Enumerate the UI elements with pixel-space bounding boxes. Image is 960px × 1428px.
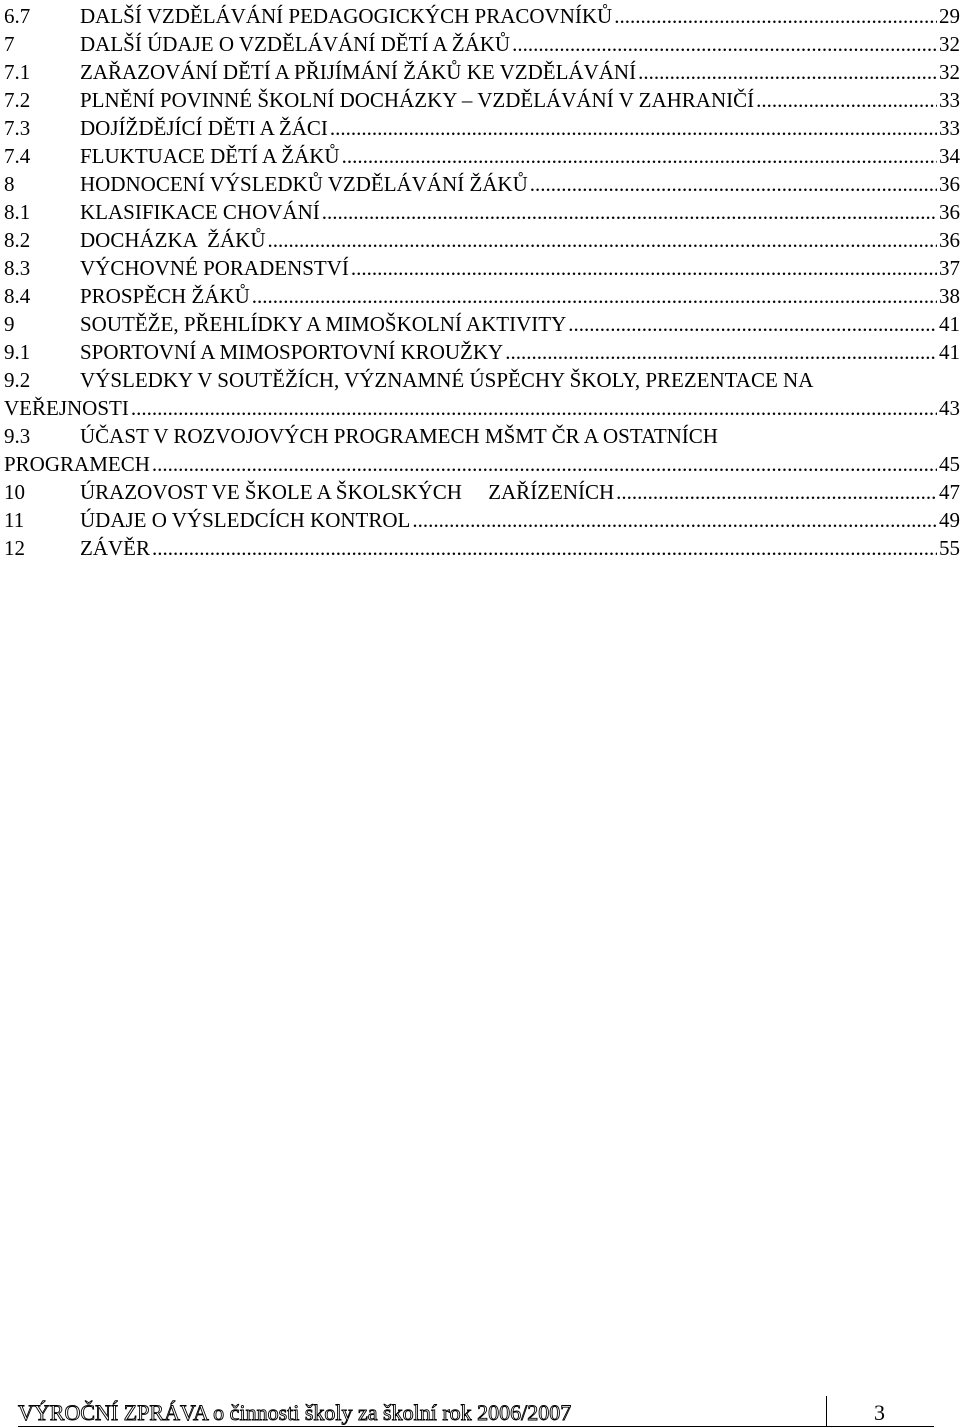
toc-entry-number: 7.2 [4,88,31,112]
dot-leader [351,254,937,282]
toc-entry-number: 9 [4,312,15,336]
toc-entry-page: 32 [939,32,960,56]
toc-entry-number: 8.3 [4,256,31,280]
footer-title: VÝROČNÍ ZPRÁVA o činnosti školy za školní rok 2006/2007 [18,1400,572,1425]
toc-entry[interactable] [4,534,960,562]
toc-entry[interactable] [4,2,960,30]
toc-entry[interactable] [4,282,960,310]
toc-entry[interactable] [4,58,960,86]
toc-entry-number: 8.2 [4,228,31,252]
toc-entry-title: ZAŘAZOVÁNÍ DĚTÍ A PŘIJÍMÁNÍ ŽÁKŮ KE VZDĚLÁVÁNÍ [80,60,637,84]
toc-entry-title-continuation: PROGRAMECH [4,452,150,476]
toc-entry-number: 8.1 [4,200,31,224]
toc-entry-continuation[interactable] [4,450,960,478]
toc-entry-page: 29 [939,4,960,28]
toc-entry-title: ÚRAZOVOST VE ŠKOLE A ŠKOLSKÝCH ZAŘÍZENÍCH [80,480,615,504]
toc-entry[interactable] [4,30,960,58]
toc-entry-page: 32 [939,60,960,84]
dot-leader [512,30,937,58]
toc-entry-title: DOJÍŽDĚJÍCÍ DĚTI A ŽÁCI [80,116,328,140]
toc-entry-title: ÚDAJE O VÝSLEDCÍCH KONTROL [80,508,411,532]
dot-leader [638,58,937,86]
dot-leader [152,534,937,562]
toc-entry-title: DOCHÁZKA ŽÁKŮ [80,228,266,252]
toc-entry[interactable] [4,366,960,394]
toc-entry[interactable] [4,86,960,114]
toc-entry-number: 12 [4,536,25,560]
dot-leader [530,170,937,198]
toc-entry-title: PLNĚNÍ POVINNÉ ŠKOLNÍ DOCHÁZKY – VZDĚLÁVÁNÍ V ZAHRANIČÍ [80,88,755,112]
dot-leader [614,2,937,30]
dot-leader [252,282,937,310]
toc-entry-page: 43 [939,396,960,420]
dot-leader [756,86,937,114]
page-footer [0,1396,960,1428]
toc-entry-page: 33 [939,88,960,112]
toc-entry-title: ÚČAST V ROZVOJOVÝCH PROGRAMECH MŠMT ČR A OSTATNÍCH [80,424,718,448]
toc-entry-page: 36 [939,172,960,196]
toc-entry-number: 8.4 [4,284,31,308]
toc-entry-title: HODNOCENÍ VÝSLEDKŮ VZDĚLÁVÁNÍ ŽÁKŮ [80,172,528,196]
toc-entry-number: 6.7 [4,4,31,28]
dot-leader [412,506,937,534]
dot-leader [616,478,937,506]
toc-entry-number: 9.2 [4,368,31,392]
dot-leader [268,226,938,254]
toc-entry-title: DALŠÍ ÚDAJE O VZDĚLÁVÁNÍ DĚTÍ A ŽÁKŮ [80,32,511,56]
toc-entry[interactable] [4,226,960,254]
toc-entry-number: 9.1 [4,340,31,364]
toc-entry-title: VÝSLEDKY V SOUTĚŽÍCH, VÝZNAMNÉ ÚSPĚCHY ŠKOLY, PREZENTACE NA [80,368,814,392]
toc-entry-page: 55 [939,536,960,560]
toc-entry-title: FLUKTUACE DĚTÍ A ŽÁKŮ [80,144,340,168]
toc-entry-number: 8 [4,172,15,196]
toc-entry[interactable] [4,310,960,338]
toc-entry[interactable] [4,114,960,142]
footer-rule [18,1426,934,1427]
toc-entry-number: 7.4 [4,144,31,168]
toc-entry[interactable] [4,338,960,366]
toc-entry-number: 11 [4,508,25,532]
toc-entry-number: 7.3 [4,116,31,140]
toc-entry-title: SOUTĚŽE, PŘEHLÍDKY A MIMOŠKOLNÍ AKTIVITY [80,312,567,336]
toc-entry-page: 34 [939,144,960,168]
dot-leader [505,338,937,366]
toc-entry[interactable] [4,142,960,170]
toc-entry-title: SPORTOVNÍ A MIMOSPORTOVNÍ KROUŽKY [80,340,504,364]
toc-entry-number: 9.3 [4,424,31,448]
toc-entry-page: 41 [939,312,960,336]
toc-entry[interactable] [4,478,960,506]
toc-entry-page: 36 [939,228,960,252]
toc-entry-number: 7 [4,32,15,56]
toc-entry-title: KLASIFIKACE CHOVÁNÍ [80,200,320,224]
toc-entry-page: 38 [939,284,960,308]
toc-entry-number: 10 [4,480,25,504]
dot-leader [330,114,937,142]
toc-entry-title: ZÁVĚR [80,536,150,560]
dot-leader [322,198,937,226]
toc-entry[interactable] [4,254,960,282]
toc-entry[interactable] [4,198,960,226]
toc-entry[interactable] [4,506,960,534]
toc-entry-page: 49 [939,508,960,532]
toc-entry-page: 47 [939,480,960,504]
toc-entry-title-continuation: VEŘEJNOSTI [4,396,129,420]
dot-leader [131,394,937,422]
toc-entry-title: PROSPĚCH ŽÁKŮ [80,284,250,308]
toc-entry-title: VÝCHOVNÉ PORADENSTVÍ [80,256,349,280]
footer-divider [826,1396,827,1426]
footer-page-number: 3 [874,1400,885,1425]
dot-leader [152,450,937,478]
toc-entry[interactable] [4,170,960,198]
toc-entry-page: 36 [939,200,960,224]
toc-entry-page: 45 [939,452,960,476]
dot-leader [342,142,937,170]
toc-entry-title: DALŠÍ VZDĚLÁVÁNÍ PEDAGOGICKÝCH PRACOVNÍKŮ [80,4,613,28]
toc-entry-page: 33 [939,116,960,140]
toc-entry-continuation[interactable] [4,394,960,422]
toc-entry-number: 7.1 [4,60,31,84]
toc-entry-page: 41 [939,340,960,364]
dot-leader [568,310,937,338]
toc-entry[interactable] [4,422,960,450]
toc-entry-page: 37 [939,256,960,280]
